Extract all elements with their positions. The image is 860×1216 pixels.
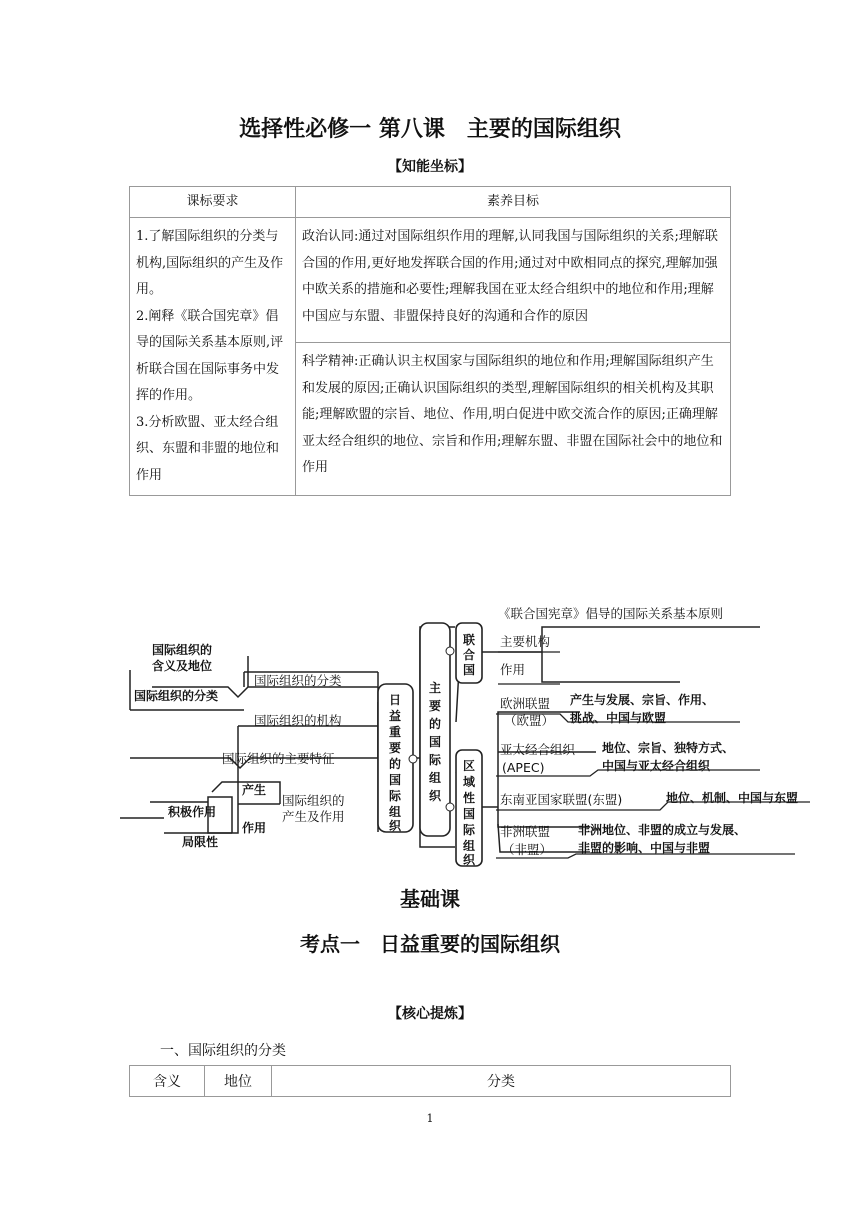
- label-important-orgs: [389, 693, 402, 833]
- svg-text:益: 益: [388, 709, 402, 723]
- label-au-1: 非洲联盟: [500, 824, 551, 839]
- requirements-cell: 1.了解国际组织的分类与机构,国际组织的产生及作用。 2.阐释《联合国宪章》倡导的国际关系基本原则,评析联合国在国际事务中发挥的作用。 3.分析欧盟、亚太经合组织、东盟和非盟的地位和作用: [130, 218, 296, 496]
- section-heading-core: 【核心提炼】: [388, 1006, 472, 1022]
- page-title: 选择性必修一 第八课 主要的国际组织: [239, 117, 621, 142]
- section-heading-knowledge: 【知能坐标】: [388, 159, 472, 175]
- label-asean: 东南亚国家联盟(东盟): [500, 792, 623, 807]
- objectives-table: [129, 186, 731, 496]
- goal-political-cell: 政治认同:通过对国际组织作用的理解,认同我国与国际组织的关系;理解联合国的作用,更好地发挥联合国的作用;通过对中欧相同点的探究,理解加强中欧关系的措施和必要性;理解我国在亚太经合组织中的地位和作用;理解中国应与东盟、非盟保持良好的沟通和合作的原因: [296, 218, 731, 343]
- svg-text:国: 国: [462, 663, 476, 677]
- label-origin-1: 国际组织的: [282, 793, 345, 808]
- label-un: [463, 632, 475, 677]
- label-au-2: （非盟）: [502, 842, 553, 857]
- lesson-heading: 基础课: [400, 887, 460, 911]
- label-role: 作用: [242, 821, 267, 835]
- classification-table: [129, 1065, 731, 1097]
- svg-text:际: 际: [428, 753, 442, 767]
- svg-text:织: 织: [462, 853, 476, 867]
- svg-text:要: 要: [428, 699, 442, 713]
- label-apec-2: (APEC): [502, 760, 545, 775]
- label-regional: [463, 758, 476, 867]
- label-eu-1: 欧洲联盟: [500, 696, 551, 711]
- label-limit: 局限性: [182, 835, 219, 849]
- label-eu-2: （欧盟）: [504, 713, 555, 728]
- label-au-detail-2: 非盟的影响、中国与非盟: [578, 841, 711, 855]
- svg-text:的: 的: [388, 757, 402, 771]
- svg-text:合: 合: [462, 648, 476, 662]
- point-heading: 考点一 日益重要的国际组织: [300, 932, 560, 956]
- label-un-organs: 主要机构: [500, 634, 551, 649]
- svg-text:国: 国: [428, 735, 442, 749]
- label-positive: 积极作用: [168, 805, 217, 819]
- label-eu-detail-1: 产生与发展、宗旨、作用、: [570, 693, 715, 707]
- svg-text:区: 区: [462, 759, 476, 773]
- header-classification: 分类: [272, 1066, 731, 1097]
- svg-text:组: 组: [388, 805, 402, 819]
- node-dot: [409, 755, 417, 763]
- svg-text:主: 主: [428, 681, 442, 695]
- svg-text:国: 国: [388, 773, 402, 787]
- svg-text:要: 要: [388, 741, 402, 755]
- svg-text:组: 组: [462, 839, 476, 853]
- paragraph-classification: 一、国际组织的分类: [160, 1043, 286, 1059]
- label-meaning-1: 国际组织的: [152, 643, 213, 657]
- label-asean-detail: 地位、机制、中国与东盟: [666, 791, 799, 805]
- header-status: 地位: [205, 1066, 272, 1097]
- label-classify-small: 国际组织的分类: [134, 689, 219, 703]
- label-origin-2: 产生及作用: [282, 809, 345, 824]
- label-apec-detail-2: 中国与亚太经合组织: [602, 759, 711, 773]
- label-meaning-2: 含义及地位: [152, 659, 213, 673]
- svg-text:域: 域: [462, 775, 476, 789]
- header-requirements: 课标要求: [130, 187, 296, 218]
- goal-science-cell: 科学精神:正确认识主权国家与国际组织的地位和作用;理解国际组织产生和发展的原因;正确认识国际组织的类型,理解国际组织的相关机构及其职能;理解欧盟的宗旨、地位、作用,明白促进中欧交流合作的原因;正确理解亚太经合组织的地位、宗旨和作用;理解东盟、非盟在国际社会中的地位和作用: [296, 343, 731, 496]
- svg-text:际: 际: [462, 823, 476, 837]
- svg-text:组: 组: [428, 771, 442, 785]
- mind-map: [120, 592, 820, 867]
- label-apec-detail-1: 地位、宗旨、独特方式、: [602, 741, 735, 755]
- svg-text:织: 织: [388, 819, 402, 833]
- svg-text:的: 的: [428, 717, 442, 731]
- svg-text:国: 国: [462, 807, 476, 821]
- label-features: 国际组织的主要特征: [222, 751, 335, 766]
- label-eu-detail-2: 挑战、中国与欧盟: [570, 711, 667, 725]
- svg-text:联: 联: [462, 633, 476, 647]
- header-meaning: 含义: [130, 1066, 205, 1097]
- label-produce: 产生: [242, 783, 267, 797]
- label-organs: 国际组织的机构: [254, 713, 342, 728]
- label-apec-1: 亚太经合组织: [500, 742, 576, 757]
- svg-text:性: 性: [462, 791, 476, 805]
- label-main-orgs: [429, 680, 442, 803]
- label-un-role: 作用: [500, 662, 526, 677]
- svg-text:日: 日: [388, 693, 402, 707]
- svg-text:重: 重: [388, 725, 402, 739]
- header-goals: 素养目标: [296, 187, 731, 218]
- page-number: 1: [426, 1112, 434, 1125]
- svg-text:织: 织: [428, 789, 442, 803]
- label-classify: 国际组织的分类: [254, 673, 342, 688]
- svg-text:际: 际: [388, 789, 402, 803]
- label-un-charter: 《联合国宪章》倡导的国际关系基本原则: [498, 606, 724, 621]
- label-au-detail-1: 非洲地位、非盟的成立与发展、: [578, 823, 747, 837]
